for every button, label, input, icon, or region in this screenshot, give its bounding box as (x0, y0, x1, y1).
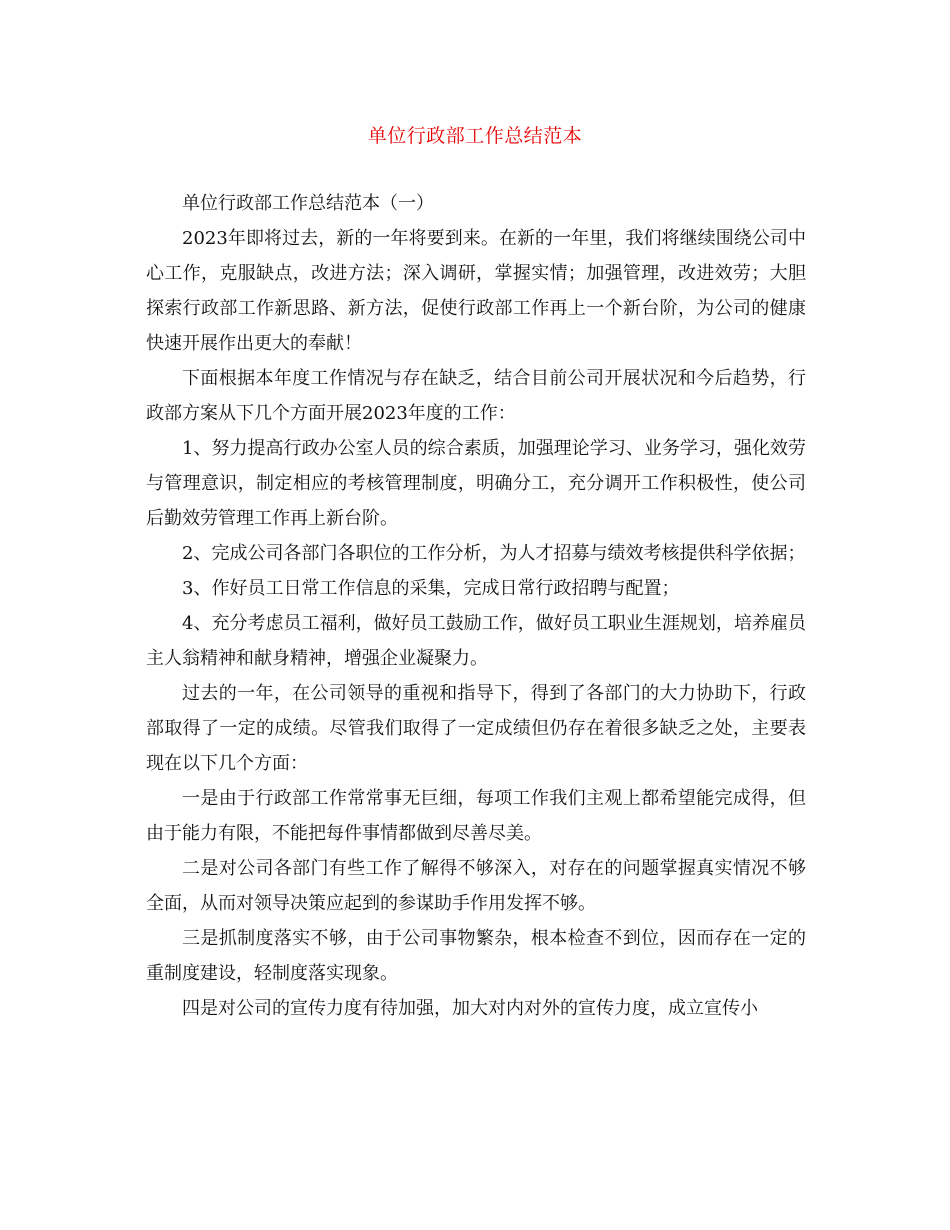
paragraph-point-1: 一是由于行政部工作常常事无巨细，每项工作我们主观上都希望能完成得，但由于能力有限，不能把每件事情都做到尽善尽美。 (146, 788, 806, 844)
paragraph-point-3: 三是抓制度落实不够，由于公司事物繁杂，根本检查不到位，因而存在一定的重制度建设，轻制度落实现象。 (146, 928, 806, 984)
paragraph-point-2: 二是对公司各部门有些工作了解得不够深入，对存在的问题掌握真实情况不够全面，从而对领导决策应起到的参谋助手作用发挥不够。 (146, 858, 806, 914)
paragraph-point-4: 四是对公司的宣传力度有待加强，加大对内对外的宣传力度，成立宣传小 (182, 998, 758, 1019)
document-body (146, 186, 806, 1026)
paragraph-review: 过去的一年，在公司领导的重视和指导下，得到了各部门的大力协助下，行政部取得了一定的成绩。尽管我们取得了一定成绩但仍存在着很多缺乏之处，主要表现在以下几个方面： (146, 683, 806, 774)
paragraph-plan-intro: 下面根据本年度工作情况与存在缺乏，结合目前公司开展状况和今后趋势，行政部方案从下几个方面开展2023年度的工作： (146, 368, 806, 424)
paragraph-item-1: 1、努力提高行政办公室人员的综合素质，加强理论学习、业务学习，强化效劳与管理意识，制定相应的考核管理制度，明确分工，充分调开工作积极性，使公司后勤效劳管理工作再上新台阶。 (146, 438, 806, 529)
paragraph-item-2: 2、完成公司各部门各职位的工作分析，为人才招募与绩效考核提供科学依据； (182, 543, 806, 564)
paragraph-item-3: 3、作好员工日常工作信息的采集，完成日常行政招聘与配置； (182, 578, 680, 599)
paragraph-item-4: 4、充分考虑员工福利，做好员工鼓励工作，做好员工职业生涯规划，培养雇员主人翁精神和献身精神，增强企业凝聚力。 (146, 613, 806, 669)
document-title: 单位行政部工作总结范本 (367, 125, 583, 147)
paragraph-intro: 2023年即将过去，新的一年将要到来。在新的一年里，我们将继续围绕公司中心工作，克服缺点，改进方法；深入调研，掌握实情；加强管理，改进效劳；大胆探索行政部工作新思路、新方法，促使行政部工作再上一个新台阶，为公司的健康快速开展作出更大的奉献！ (146, 228, 806, 354)
paragraph-subtitle: 单位行政部工作总结范本（一） (182, 193, 434, 214)
